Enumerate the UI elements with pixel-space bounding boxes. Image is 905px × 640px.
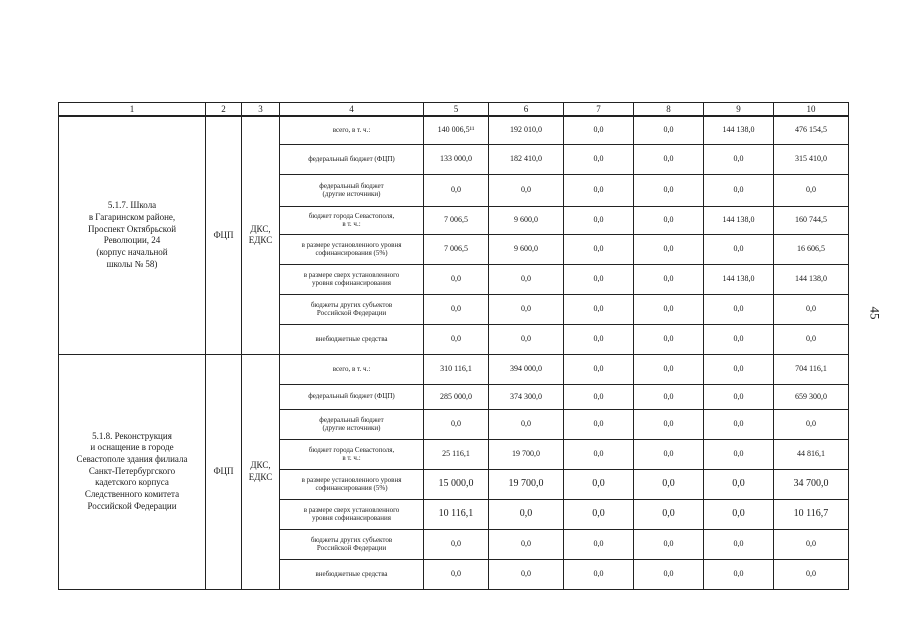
value-cell: 0,0 [424,529,489,559]
text-line: Севастополе здания филиала [76,453,188,464]
text-line: в т. ч.: [342,454,361,462]
funding-source-cell [280,529,424,559]
text-line: бюджет города Севастополя, [308,211,395,220]
value-cell: 19 700,0 [489,469,564,499]
value-cell: 0,0 [634,324,704,354]
value-cell: 0,0 [704,384,774,409]
funding-table [58,102,849,590]
value-cell: 0,0 [774,174,849,206]
value-cell: 0,0 [564,206,634,234]
value-cell: 285 000,0 [424,384,489,409]
funding-source-cell [280,324,424,354]
text-line: 5.1.7. Школа [107,200,157,211]
column-header: 9 [704,103,774,117]
value-cell: 0,0 [489,499,564,529]
value-cell: 0,0 [564,384,634,409]
value-cell: 0,0 [564,116,634,144]
column-header: 8 [634,103,704,117]
customer-cell: ФЦП [206,354,242,589]
value-cell: 25 116,1 [424,439,489,469]
value-cell: 0,0 [424,294,489,324]
executor-cell [242,116,280,354]
value-cell: 0,0 [424,559,489,589]
column-header: 3 [242,103,280,117]
funding-source-cell [280,206,424,234]
funding-source-cell [280,559,424,589]
text-line: бюджеты других субъектов [310,535,393,544]
value-cell: 0,0 [564,529,634,559]
text-line: Российской Федерации [316,309,387,317]
value-cell: 0,0 [704,469,774,499]
value-cell: 0,0 [634,439,704,469]
value-cell: 0,0 [489,264,564,294]
value-cell: 0,0 [424,409,489,439]
value-cell: 0,0 [564,174,634,206]
value-cell: 0,0 [704,559,774,589]
column-header: 4 [280,103,424,117]
value-cell: 9 600,0 [489,206,564,234]
value-cell: 0,0 [634,529,704,559]
text-line: в Гагаринском районе, [88,211,176,222]
value-cell: 0,0 [634,264,704,294]
value-cell: 0,0 [424,324,489,354]
value-cell: 0,0 [704,409,774,439]
funding-source-cell [280,174,424,206]
value-cell: 0,0 [774,409,849,439]
value-cell: 182 410,0 [489,144,564,174]
funding-source-cell [280,116,424,144]
text-line: (корпус начальной [96,246,168,257]
text-line: в т. ч.: [342,220,361,228]
value-cell: 144 138,0 [704,116,774,144]
text-line: и оснащение в городе [90,442,174,453]
value-cell: 0,0 [634,144,704,174]
text-line: школы № 58) [106,258,158,269]
value-cell: 0,0 [489,409,564,439]
value-cell: 0,0 [564,354,634,384]
value-cell: 659 300,0 [774,384,849,409]
funding-source-cell [280,234,424,264]
customer-cell: ФЦП [206,116,242,354]
value-cell: 140 006,5¹¹ [424,116,489,144]
text-line: 5.1.8. Реконструкция [92,430,172,441]
text-line: внебюджетные средства [315,569,388,578]
column-header: 1 [59,103,206,117]
value-cell: 192 010,0 [489,116,564,144]
text-line: Российской Федерации [316,544,387,552]
funding-source-cell [280,384,424,409]
value-cell: 0,0 [704,354,774,384]
text-line: софинансирования (5%) [315,484,388,492]
object-name-cell [59,116,206,354]
column-header: 2 [206,103,242,117]
value-cell: 144 138,0 [704,206,774,234]
table-row [59,116,849,144]
value-cell: 144 138,0 [704,264,774,294]
value-cell: 0,0 [489,529,564,559]
value-cell: 0,0 [564,294,634,324]
text-line: уровня софинансирования [312,514,391,522]
value-cell: 0,0 [564,264,634,294]
value-cell: 0,0 [634,354,704,384]
value-cell: 0,0 [704,234,774,264]
value-cell: 144 138,0 [774,264,849,294]
value-cell: 374 300,0 [489,384,564,409]
value-cell: 15 000,0 [424,469,489,499]
value-cell: 315 410,0 [774,144,849,174]
text-line: Революции, 24 [103,235,161,246]
value-cell: 10 116,7 [774,499,849,529]
value-cell: 0,0 [634,469,704,499]
column-header: 7 [564,103,634,117]
funding-source-cell [280,469,424,499]
value-cell: 0,0 [564,234,634,264]
value-cell: 0,0 [489,324,564,354]
header-row [59,103,849,117]
value-cell: 0,0 [489,174,564,206]
text-line: ДКС, [250,224,271,234]
text-line: Российской Федерации [87,500,177,511]
value-cell: 0,0 [489,559,564,589]
text-line: федеральный бюджет (ФЦП) [308,154,395,163]
value-cell: 9 600,0 [489,234,564,264]
column-header: 10 [774,103,849,117]
value-cell: 0,0 [424,174,489,206]
text-line: в размере сверх установленного [303,270,400,279]
funding-source-cell [280,264,424,294]
value-cell: 0,0 [634,206,704,234]
text-line: ДКС, [250,460,271,471]
text-line: Следственного комитета [84,489,180,500]
text-line: бюджет города Севастополя, [308,445,395,454]
text-line: в размере установленного уровня [301,475,402,484]
value-cell: 0,0 [564,469,634,499]
value-cell: 0,0 [704,439,774,469]
text-line: кадетского корпуса [95,477,169,488]
value-cell: 133 000,0 [424,144,489,174]
text-line: всего, в т. ч.: [332,364,371,373]
value-cell: 0,0 [564,144,634,174]
value-cell: 476 154,5 [774,116,849,144]
value-cell: 160 744,5 [774,206,849,234]
value-cell: 0,0 [774,324,849,354]
text-line: ЕДКС [248,235,273,246]
value-cell: 0,0 [634,294,704,324]
page-number: 45 [867,306,883,320]
value-cell: 0,0 [634,384,704,409]
text-line: федеральный бюджет (ФЦП) [308,392,395,401]
table-row [59,354,849,384]
text-line: Проспект Октябрьской [87,223,177,234]
value-cell: 0,0 [704,529,774,559]
value-cell: 0,0 [489,294,564,324]
value-cell: 7 006,5 [424,206,489,234]
text-line: (другие источники) [322,424,381,432]
text-line: всего, в т. ч.: [332,126,371,135]
value-cell: 0,0 [634,116,704,144]
column-header: 5 [424,103,489,117]
value-cell: 704 116,1 [774,354,849,384]
text-line: федеральный бюджет [319,415,384,424]
text-line: бюджеты других субъектов [310,300,393,309]
value-cell: 0,0 [704,499,774,529]
value-cell: 0,0 [634,234,704,264]
text-line: внебюджетные средства [315,334,388,343]
value-cell: 0,0 [704,294,774,324]
text-line: Санкт-Петербургского [88,465,176,476]
value-cell: 0,0 [774,559,849,589]
text-line: уровня софинансирования [312,279,391,287]
value-cell: 0,0 [704,324,774,354]
funding-source-cell [280,439,424,469]
value-cell: 44 816,1 [774,439,849,469]
executor-cell [242,354,280,589]
value-cell: 0,0 [774,529,849,559]
text-line: ЕДКС [248,471,273,482]
funding-source-cell [280,354,424,384]
value-cell: 0,0 [424,264,489,294]
value-cell: 0,0 [704,174,774,206]
value-cell: 0,0 [564,409,634,439]
value-cell: 0,0 [564,324,634,354]
value-cell: 34 700,0 [774,469,849,499]
text-line: в размере сверх установленного [303,505,400,514]
funding-source-cell [280,144,424,174]
value-cell: 0,0 [634,409,704,439]
value-cell: 310 116,1 [424,354,489,384]
value-cell: 0,0 [564,559,634,589]
text-line: в размере установленного уровня [301,240,402,249]
value-cell: 10 116,1 [424,499,489,529]
value-cell: 0,0 [634,174,704,206]
value-cell: 0,0 [634,499,704,529]
text-line: федеральный бюджет [319,181,384,190]
value-cell: 19 700,0 [489,439,564,469]
funding-source-cell [280,294,424,324]
value-cell: 0,0 [774,294,849,324]
object-name-cell [59,354,206,589]
value-cell: 0,0 [564,499,634,529]
text-line: софинансирования (5%) [315,249,388,257]
value-cell: 394 000,0 [489,354,564,384]
value-cell: 7 006,5 [424,234,489,264]
value-cell: 0,0 [634,559,704,589]
text-line: (другие источники) [322,190,381,198]
funding-source-cell [280,499,424,529]
value-cell: 0,0 [564,439,634,469]
funding-source-cell [280,409,424,439]
value-cell: 0,0 [704,144,774,174]
value-cell: 16 606,5 [774,234,849,264]
column-header: 6 [489,103,564,117]
